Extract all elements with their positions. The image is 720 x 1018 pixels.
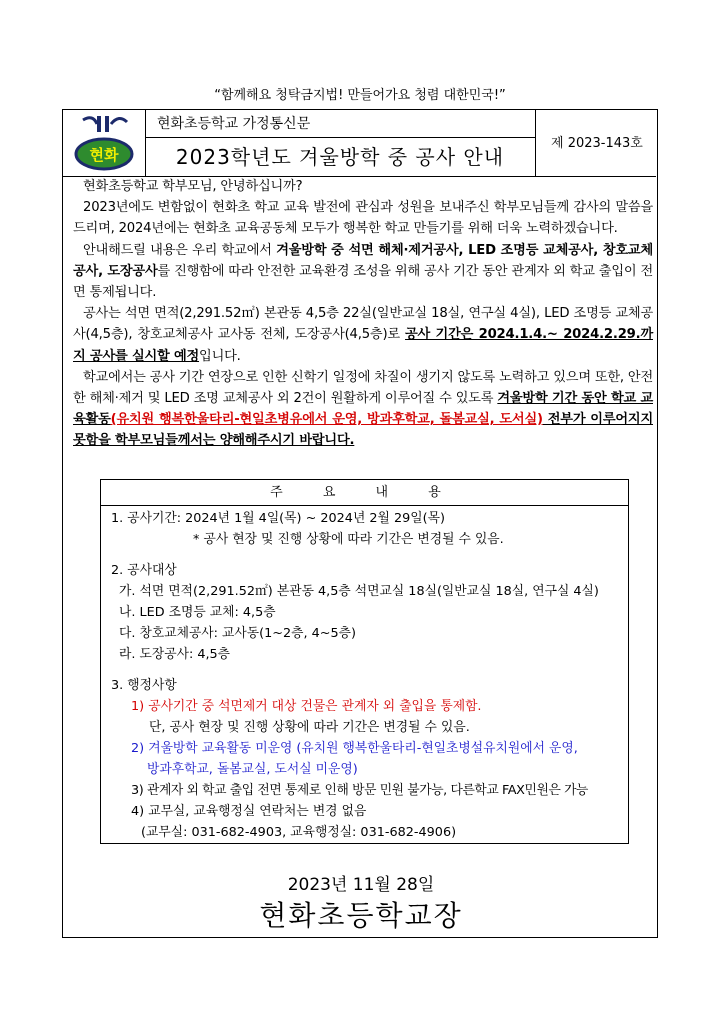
issue-date: 2023년 11월 28일	[287, 875, 435, 895]
admin-item-1-note: 단, 공사 현장 및 진행 상황에 따라 기간은 변경될 수 있음.	[149, 720, 470, 735]
admin-title: 3. 행정사항	[111, 678, 177, 693]
construction-period: 공사 기간은 2024.1.4.~ 2024.2.29.까지 공사를 실시할 예정	[73, 327, 653, 364]
targets-title: 2. 공사대상	[111, 563, 177, 578]
letter-body	[73, 176, 653, 452]
school-logo-cell	[63, 110, 146, 176]
section-admin	[111, 675, 618, 843]
slogan: “함께해요 청탁금지법! 만들어가요 청렴 대한민국!”	[214, 88, 506, 103]
target-item: 나. LED 조명등 교체: 4,5층	[119, 605, 276, 620]
document-number: 제 2023-143호	[551, 136, 643, 151]
admin-item-4: 4) 교무실, 교육행정실 연락처는 변경 없음	[131, 804, 367, 819]
admin-item-2: 2) 겨울방학 교육활동 미운영 (유치원 행복한울타리-현일초병설유치원에서 운영,	[131, 741, 578, 756]
paragraph-4: 학교에서는 공사 기간 연장으로 인한 신학기 일정에 차질이 생기지 않도록 노력하고 있으며 또한, 안전한 해체·제거 및 LED 조명 교체공사 외 2건이 원활하게 이루어질 수 있도록 겨울방학 기간 동안 학교 교육활동(유치원 행복한울타리-현일초병유에서 운영, 방과후학교, 돌봄교실, 도서실) 전부가 이루어지지 못함을 학부모님들께서는 양해해주시기 바랍니다.	[73, 369, 653, 449]
newsletter-subtitle: 현화초등학교 가정통신문	[145, 110, 535, 138]
notice-frame	[62, 109, 658, 938]
principal-signature: 현화초등학교장	[259, 899, 463, 932]
activities-cancelled: 겨울방학 기간 동안 학교 교육활동	[73, 391, 653, 428]
contact-numbers: (교무실: 031-682-4903, 교육행정실: 031-682-4906)	[141, 825, 457, 840]
period-note: * 공사 현장 및 진행 상황에 따라 기간은 변경될 수 있음.	[193, 532, 504, 547]
summary-heading: 주 요 내 용	[101, 480, 628, 506]
period-title: 1. 공사기간: 2024년 1월 4일(목) ~ 2024년 2월 29일(목)	[111, 511, 445, 526]
paragraph-3: 공사는 석면 면적(2,291.52㎡) 본관동 4,5층 22실(일반교실 18실, 연구실 4실), LED 조명등 교체공사(4,5층), 창호교체공사 교사동 전체, 도장공사(4,5층)로 공사 기간은 2024.1.4.~ 2024.2.29.까지 공사를 실시할 예정입니다.	[73, 306, 653, 364]
admin-item-1: 1) 공사기간 중 석면제거 대상 건물은 관계자 외 출입을 통제함.	[131, 699, 482, 714]
logo-text: 현화	[89, 146, 119, 164]
apology-text: 전부가 이루어지지 못함을 학부모님들께서는 양해해주시기 바랍니다.	[73, 412, 653, 449]
summary-box	[100, 479, 629, 844]
school-logo-icon	[63, 110, 145, 176]
target-item: 다. 창호교체공사: 교사동(1~2층, 4~5층)	[119, 626, 356, 641]
paragraph-1: 2023년에도 변함없이 현화초 학교 교육 발전에 관심과 성원을 보내주신 학부모님들께 감사의 말씀을 드리며, 2024년에는 현화초 교육공동체 모두가 행복한 학교 만들기를 위해 더욱 노력하겠습니다.	[73, 200, 653, 237]
title-cell	[145, 110, 536, 176]
construction-list: 겨울방학 중 석면 해체·제거공사, LED 조명등 교체공사, 창호교체공사, 도장공사	[73, 242, 653, 279]
admin-item-3: 3) 관계자 외 학교 출입 전면 통제로 인해 방문 민원 불가능, 다른학교 FAX민원은 가능	[131, 783, 589, 798]
paragraph-2: 안내해드릴 내용은 우리 학교에서 겨울방학 중 석면 해체·제거공사, LED 조명등 교체공사, 창호교체공사, 도장공사를 진행함에 따라 안전한 교육환경 조성을 위해 공사 기간 동안 관계자 외 학교 출입이 전면 통제됩니다.	[73, 242, 653, 301]
section-period	[111, 508, 618, 550]
target-item: 가. 석면 면적(2,291.52㎡) 본관동 4,5층 석면교실 18실(일반교실 18실, 연구실 4실)	[119, 584, 599, 599]
activities-list: (유치원 행복한울타리-현일초병유에서 운영, 방과후학교, 돌봄교실, 도서실)	[110, 412, 543, 428]
greeting: 현화초등학교 학부모님, 안녕하십니까?	[83, 179, 303, 194]
header	[63, 110, 656, 177]
target-item: 라. 도장공사: 4,5층	[119, 647, 231, 662]
document-title: 2023학년도 겨울방학 중 공사 안내	[175, 145, 505, 169]
section-targets	[111, 560, 618, 665]
admin-item-2-cont: 방과후학교, 돌봄교실, 도서실 미운영)	[147, 762, 358, 777]
